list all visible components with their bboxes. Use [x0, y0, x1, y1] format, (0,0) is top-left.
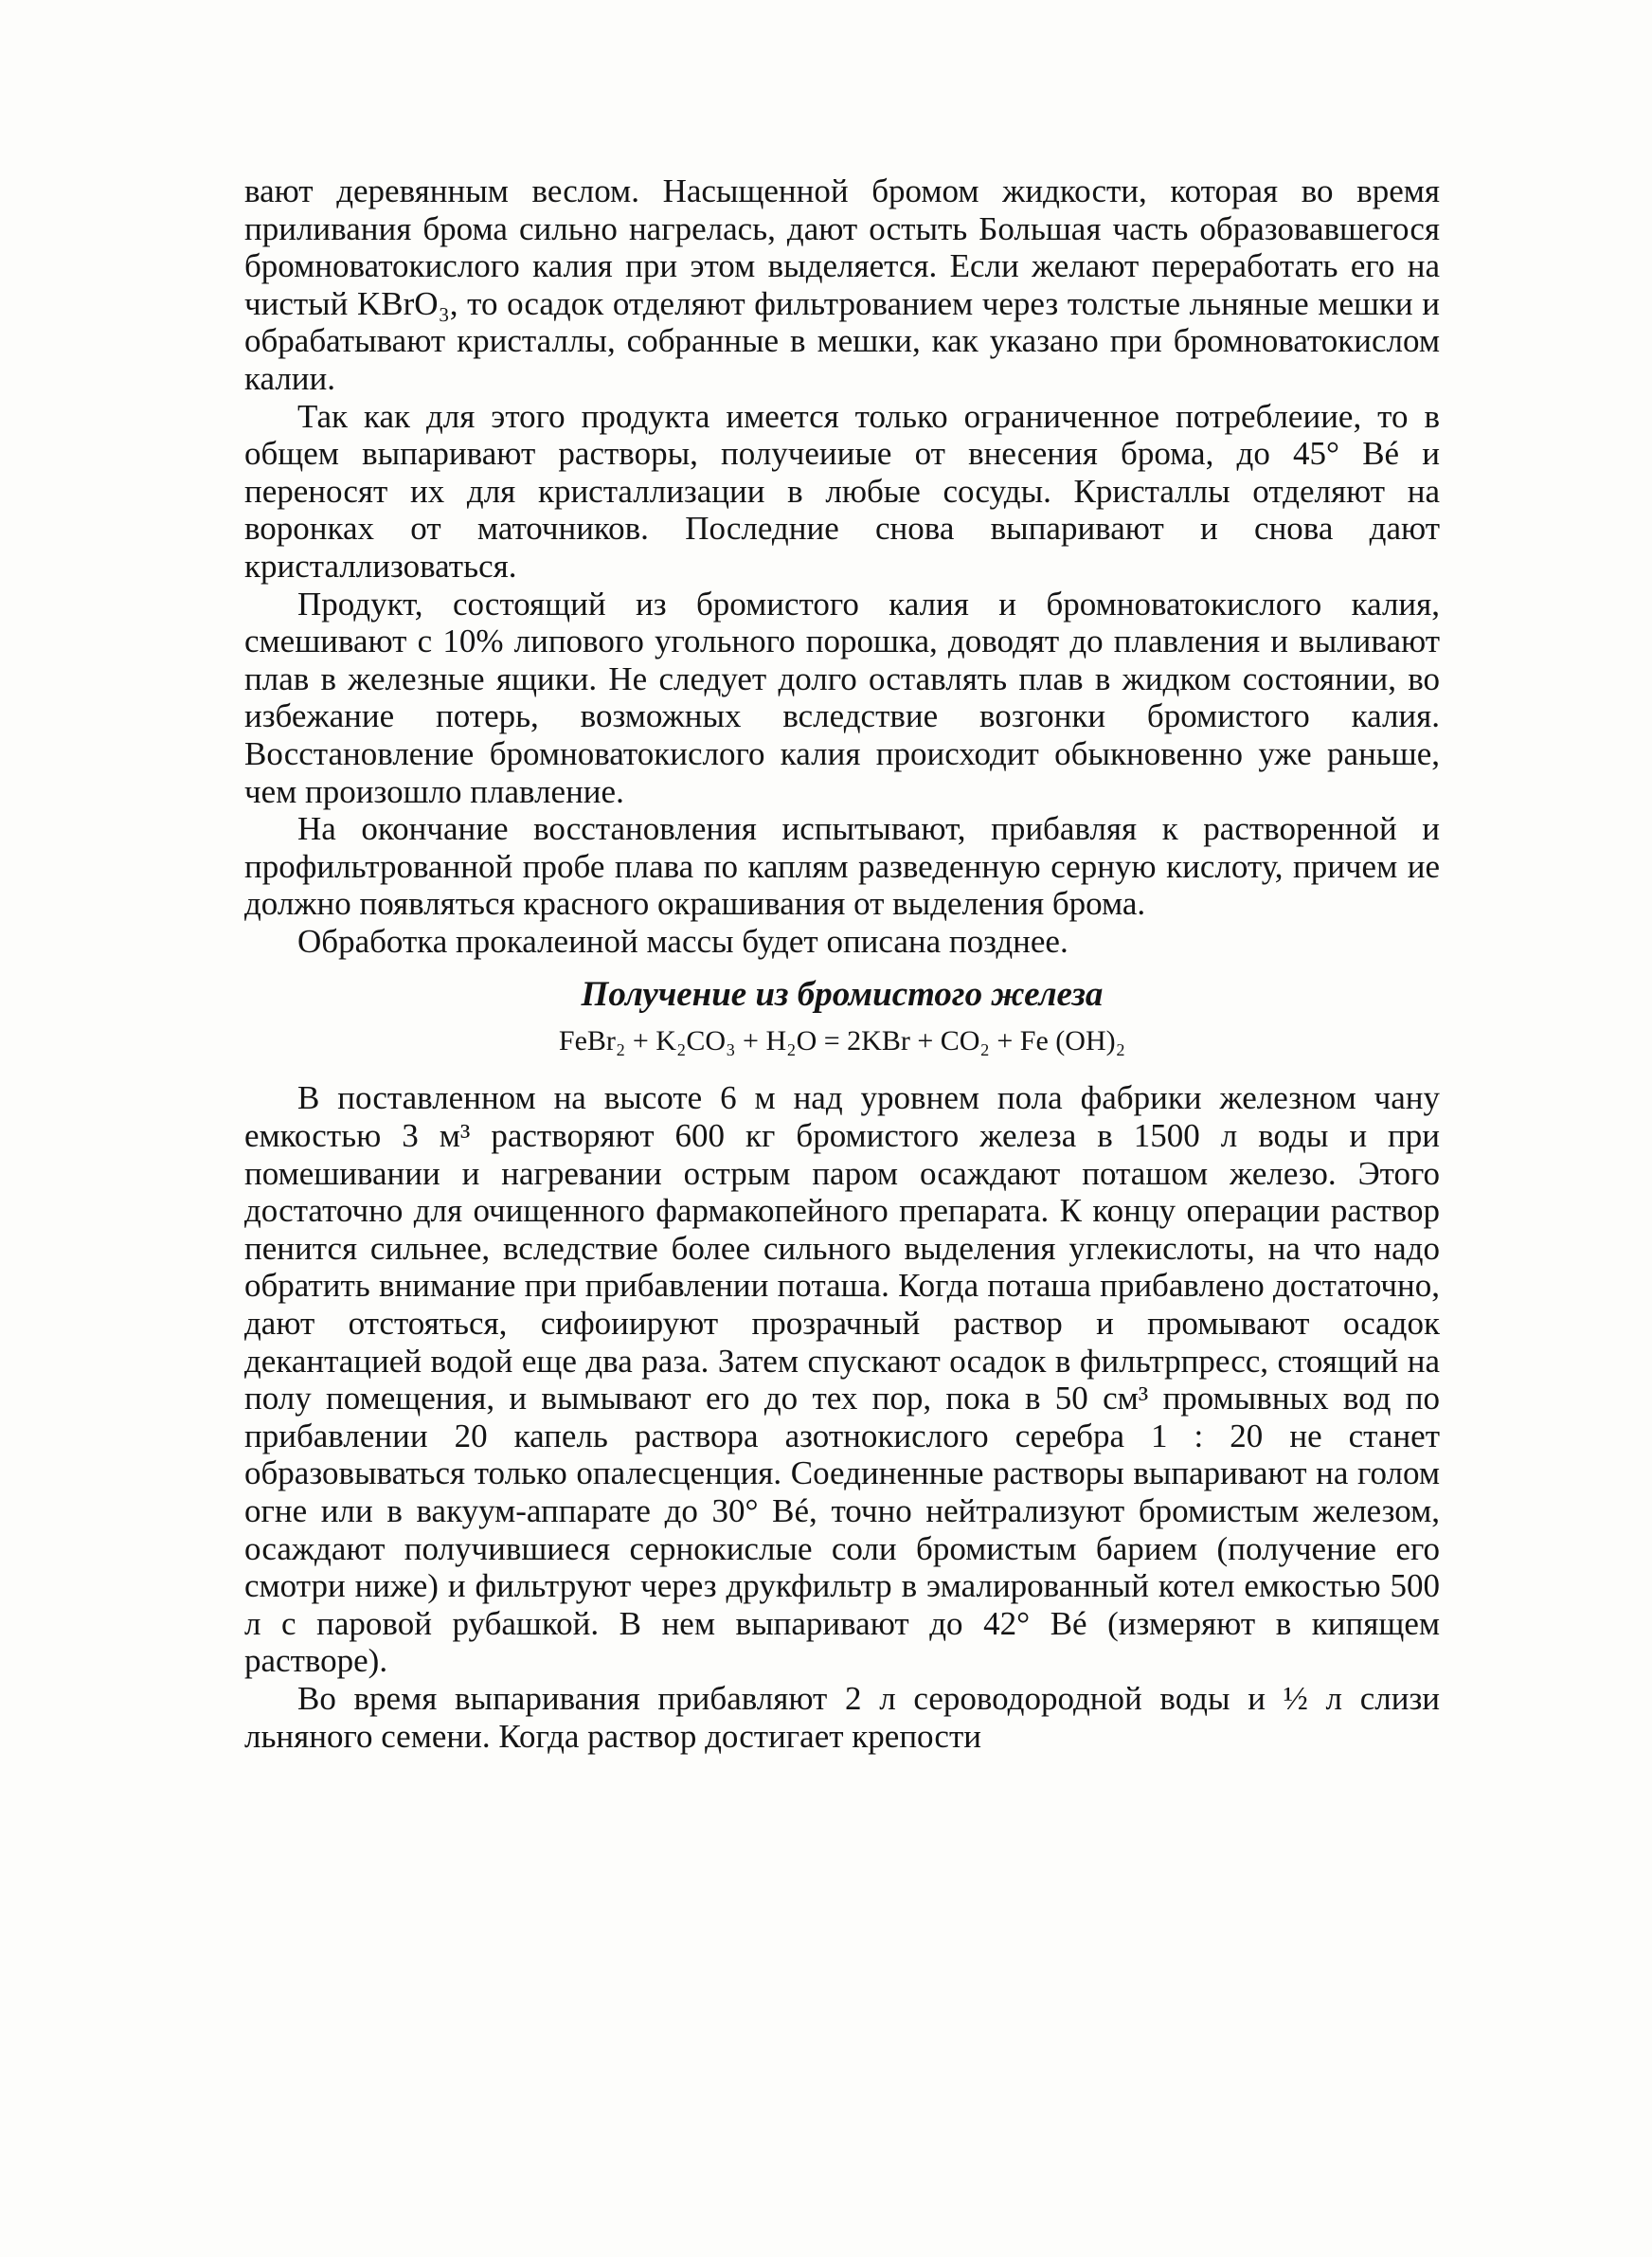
paragraph-5: Обработка прокалеиной массы будет описана позднее. — [297, 922, 1068, 960]
paragraph-1: вают деревянным веслом. Насыщенной бромом жидкости, которая во время приливания брома сильно нагрелась, дают остыть Большая часть образовавшегося бромноватокислого калия при этом выделяется. Если желают переработать его на чистый KBrO₃, то осадок отделяют фильтрованием через толстые льняные мешки и обрабатывают кристаллы, собранные в мешки, как указано при бромноватокислом калии. — [244, 172, 1440, 397]
paragraph-4: На окончание восстановления испытывают, прибавляя к растворенной и профильтрованной пробе плава по каплям разведенную серную кислоту, причем ие должно появляться красного окрашивания от выделения брома. — [244, 810, 1440, 923]
section-heading: Получение из бромистого железа — [581, 975, 1104, 1015]
paragraph-3: Продукт, состоящий из бромистого калия и бромноватокислого калия, смешивают с 10% липового угольного порошка, доводят до плавления и выливают плав в железные ящики. Не следует долго оставлять плав в жидком состоянии, во избежание потерь, возможных вследствие возгонки бромистого калия. Восстановление бромноватокислого калия происходит обыкновенно уже раньше, чем произошло плавление. — [244, 585, 1440, 810]
text-block — [244, 172, 1440, 1755]
paragraph-2: Так как для этого продукта имеется только ограниченное потреблеиие, то в общем выпаривают растворы, получеииые от внесения брома, до 45° Bé и переносят их для кристаллизации в любые сосуды. Кристаллы отделяют на воронках от маточников. Последние снова выпаривают и снова дают кристаллизоваться. — [244, 397, 1440, 585]
chemical-formula: FeBr₂ + K₂CO₃ + H₂O = 2KBr + CO₂ + Fe (OH)₂ — [558, 1025, 1126, 1057]
paragraph-7: Во время выпаривания прибавляют 2 л сероводородной воды и ½ л слизи льняного семени. Когда раствор достигает крепости — [244, 1679, 1440, 1755]
paragraph-6: В поставленном на высоте 6 м над уровнем пола фабрики железном чану емкостью 3 м³ растворяют 600 кг бромистого железа в 1500 л воды и при помешивании и нагревании острым паром осаждают поташом железо. Этого достаточно для очищенного фармакопейного препарата. К концу операции раствор пенится сильнее, вследствие более сильного выделения углекислоты, на что надо обратить внимание при прибавлении поташа. Когда поташа прибавлено достаточно, дают отстояться, сифоиируют прозрачный раствор и промывают осадок декантацией водой еще два раза. Затем спускают осадок в фильтрпресс, стоящий на полу помещения, и вымывают его до тех пор, пока в 50 см³ промывных вод по прибавлении 20 капель раствора азотнокислого серебра 1 : 20 не станет образовываться только опалесценция. Соединенные растворы выпаривают на голом огне или в вакуум-аппарате до 30° Bé, точно нейтрализуют бромистым железом, осаждают получившиеся сернокислые соли бромистым барием (получение его смотри ниже) и фильтруют через друкфильтр в эмалированный котел емкостью 500 л с паровой рубашкой. В нем выпаривают до 42° Bé (измеряют в кипящем растворе). — [244, 1079, 1440, 1680]
